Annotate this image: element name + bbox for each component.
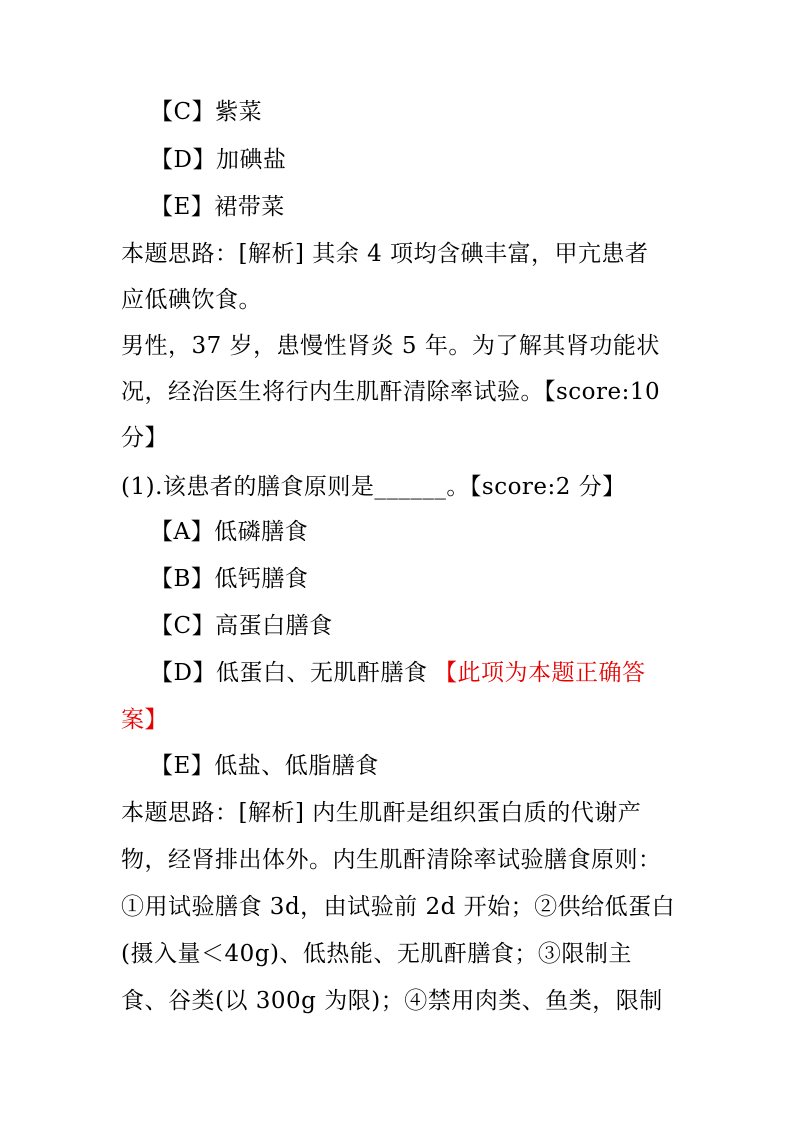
option-d: 【D】低蛋白、无肌酐膳食 — [150, 660, 428, 686]
option-c: 【C】高蛋白膳食 — [150, 613, 333, 639]
sub-question-stem: (1).该患者的膳食原则是______。【score:2 分】 — [121, 474, 626, 500]
case-line-1: 男性，37 岁，患慢性肾炎 5 年。为了解其肾功能状 — [121, 333, 660, 359]
case-line-2: 况，经治医生将行内生肌酐清除率试验。【score:10 — [121, 379, 661, 405]
analysis-line-3: ①用试验膳食 3d，由试验前 2d 开始；②供给低蛋白 — [121, 894, 676, 920]
option-e: 【E】低盐、低脂膳食 — [150, 753, 379, 779]
analysis-line-5: 食、谷类(以 300g 为限)；④禁用肉类、鱼类，限制 — [121, 988, 663, 1014]
prev-analysis-line-1: 本题思路：[解析] 其余 4 项均含碘丰富，甲亢患者 — [121, 241, 649, 267]
option-b: 【B】低钙膳食 — [150, 566, 309, 592]
prev-option-e: 【E】裙带菜 — [150, 194, 285, 220]
correct-answer-marker-line-1: 【此项为本题正确答 — [434, 660, 646, 686]
prev-analysis-line-2: 应低碘饮食。 — [121, 287, 262, 313]
prev-option-d: 【D】加碘盐 — [150, 147, 287, 173]
analysis-line-2: 物，经肾排出体外。内生肌酐清除率试验膳食原则： — [121, 847, 662, 873]
analysis-line-4: (摄入量＜40g)、低热能、无肌酐膳食；③限制主 — [121, 941, 632, 967]
case-line-3: 分】 — [121, 425, 168, 451]
prev-option-c: 【C】紫菜 — [150, 99, 263, 125]
correct-answer-marker-line-2: 案】 — [121, 707, 168, 733]
option-a: 【A】低磷膳食 — [150, 519, 309, 545]
analysis-line-1: 本题思路：[解析] 内生肌酐是组织蛋白质的代谢产 — [121, 800, 642, 826]
